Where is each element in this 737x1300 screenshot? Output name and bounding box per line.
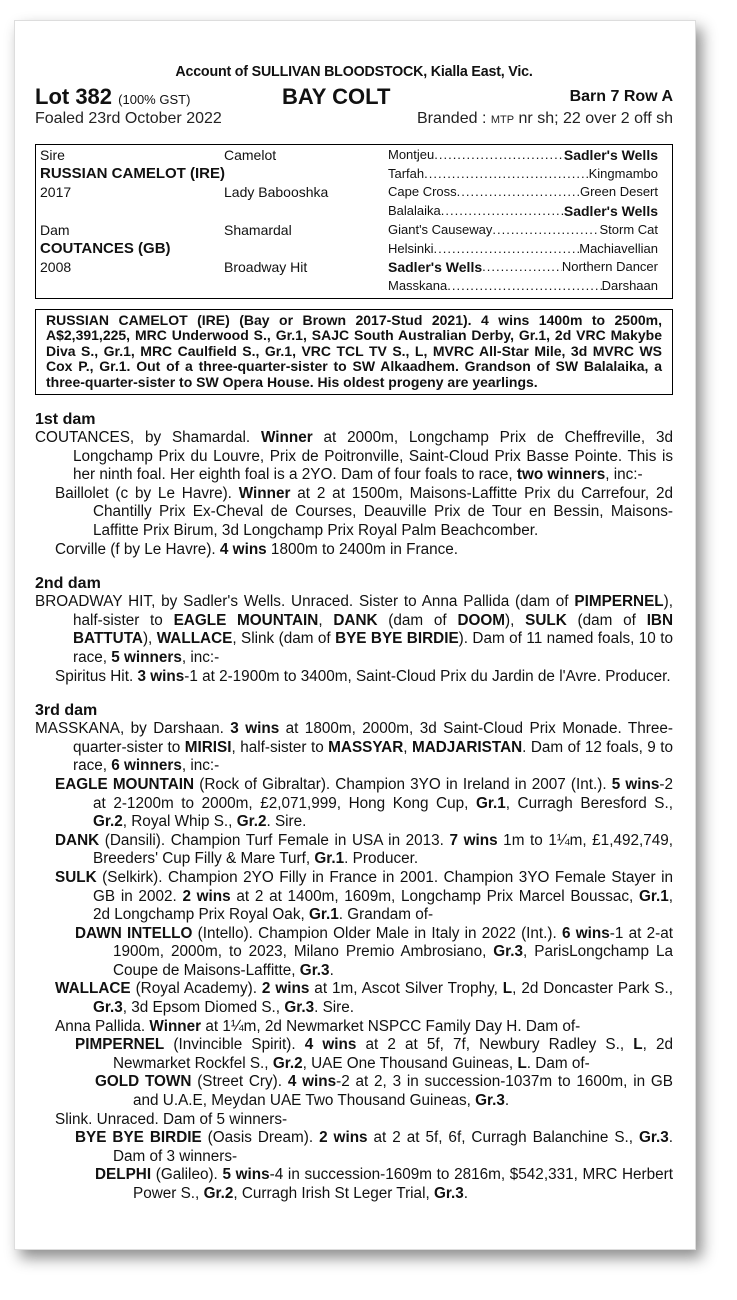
colour-sex: BAY COLT	[282, 84, 391, 109]
grandparent-sire: Balalaika	[388, 203, 441, 219]
sire-sire: Camelot	[224, 147, 277, 163]
brand-marks: nr sh; 22 over 2 off sh	[518, 110, 673, 127]
grandparent-row	[388, 166, 658, 181]
gst-note: (100% GST)	[118, 92, 191, 107]
progeny-entry: WALLACE (Royal Academy). 2 wins at 1m, Ascot Silver Trophy, L, 2d Doncaster Park S., Gr.3, 3d Epsom Diomed S., Gr.3. Sire.	[55, 980, 674, 1017]
dam-year: 2008	[40, 259, 72, 275]
leader-dots	[482, 259, 562, 275]
grandparent-sire: Giant's Causeway	[388, 221, 493, 237]
progeny-entry: Corville (f by Le Havre). 4 wins 1800m to 2400m in France.	[55, 540, 459, 558]
grandparent-dam-sire: Sadler's Wells	[563, 203, 658, 220]
leader-dots	[441, 203, 564, 219]
dam-entry: COUTANCES, by Shamardal. Winner at 2000m, Longchamp Prix de Cheffreville, 3d Longchamp Prix du Louvre, Prix de Poitronville, Saint-Cloud Prix Basse Pointe. This is her ninth foal. Her eighth foal is a 2YO. Dam of four foals to race, two winners, inc:-	[35, 429, 673, 484]
section-heading: 2nd dam	[35, 575, 101, 593]
foal-row	[35, 110, 673, 132]
lot-label: Lot 382	[35, 84, 113, 109]
progeny-entry: EAGLE MOUNTAIN (Rock of Gibraltar). Champion 3YO in Ireland in 2007 (Int.). 5 wins-2 at 2-1200m to 2000m, £2,071,999, Hong Kong Cup, Gr.1, Curragh Beresford S., Gr.2, Royal Whip S., Gr.2. Sire.	[55, 775, 673, 831]
grandparent-dam-sire: Machiavellian	[579, 240, 658, 256]
dam-name: COUTANCES (GB)	[40, 240, 171, 257]
grandparent-sire: Montjeu	[388, 147, 435, 162]
dam-sire: Shamardal	[224, 222, 292, 238]
branded-label: Branded :	[417, 110, 487, 127]
section-heading: 1st dam	[35, 411, 96, 429]
grandparent-dam-sire: Kingmambo	[588, 165, 658, 181]
section-heading: 3rd dam	[35, 702, 98, 720]
grandparent-sire: Helsinki	[388, 240, 434, 256]
grandparent-row	[388, 184, 658, 199]
progeny-entry: Anna Pallida. Winner at 1¼m, 2d Newmarket NSPCC Family Day H. Dam of-	[55, 1017, 581, 1035]
second-dam-section	[35, 575, 673, 686]
progeny-entry: DAWN INTELLO (Intello). Champion Older Male in Italy in 2022 (Int.). 6 wins-1 at 2-at 1900m, 2000m, to 2023, Milano Premio Ambrosiano, Gr.3, ParisLongchamp La Coupe de Maisons-Laffitte, Gr.3.	[75, 924, 674, 979]
dam-label: Dam	[40, 222, 70, 238]
grandparent-sire: Sadler's Wells	[388, 259, 483, 276]
progeny-entry: Slink. Unraced. Dam of 5 winners-	[55, 1110, 288, 1128]
dam-entry: MASSKANA, by Darshaan. 3 wins at 1800m, 2000m, 3d Saint-Cloud Prix Monade. Three-quarter-sister to MIRISI, half-sister to MASSYAR, MADJARISTAN. Dam of 12 foals, 9 to race, 6 winners, inc:-	[35, 720, 673, 775]
progeny-entry: Baillolet (c by Le Havre). Winner at 2 at 1500m, Maisons-Laffitte Prix du Carrefour, 2d Chantilly Prix Ex-Cheval de Courses, Deauville Prix de Tour en Bessin, Maisons-Laffitte Prix Birum, 3d Longchamp Prix Royal Palm Beachcomber.	[55, 484, 673, 539]
sire-label: Sire	[40, 147, 65, 163]
grandparent-row	[388, 241, 658, 256]
progeny-entry: DANK (Dansili). Champion Turf Female in USA in 2013. 7 wins 1m to 1¼m, £1,492,749, Breeders' Cup Filly & Mare Turf, Gr.1. Producer.	[55, 831, 673, 868]
grandparent-dam-sire: Green Desert	[579, 184, 658, 200]
lot-number	[35, 84, 190, 110]
grandparent-dam-sire: Storm Cat	[599, 221, 658, 237]
grandparent-dam-sire: Sadler's Wells	[563, 147, 658, 163]
leader-dots	[424, 166, 588, 181]
grandparent-sire: Tarfah	[388, 165, 425, 181]
sire-name: RUSSIAN CAMELOT (IRE)	[40, 165, 225, 182]
progeny-entry: GOLD TOWN (Street Cry). 4 wins-2 at 2, 3 in succession-1037m to 1600m, in GB and U.A.E, Meydan UAE Two Thousand Guineas, Gr.3.	[95, 1073, 673, 1110]
dam-entry: BROADWAY HIT, by Sadler's Wells. Unraced. Sister to Anna Pallida (dam of PIMPERNEL), half-sister to EAGLE MOUNTAIN, DANK (dam of DOOM), SULK (dam of IBN BATTUTA), WALLACE, Slink (dam of BYE BYE BIRDIE). Dam of 11 named foals, 10 to race, 5 winners, inc:-	[35, 593, 674, 666]
grandparent-row	[388, 259, 658, 275]
progeny-entry: SULK (Selkirk). Champion 2YO Filly in France in 2001. Champion 3YO Female Stayer in GB in 2002. 2 wins at 2 at 1400m, 1609m, Longchamp Prix Marcel Boussac, Gr.1, 2d Longchamp Prix Royal Oak, Gr.1. Grandam of-	[55, 868, 674, 924]
sire-summary: RUSSIAN CAMELOT (IRE) (Bay or Brown 2017-Stud 2021). 4 wins 1400m to 2500m, A$2,391,225, MRC Underwood S., Gr.1, SAJC South Australian Derby, Gr.1, 2d VRC Makybe Diva S., Gr.1, MRC Caulfield S., Gr.1, VRC TCL TV S., L, MVRC All-Star Mile, 3d MVRC WS Cox P., Gr.1. Out of a three-quarter-sister to SW Alkaadhem. Grandson of SW Balalaika, a three-quarter-sister to SW Opera House. His oldest progeny are yearlings.	[35, 309, 673, 395]
catalogue-page	[14, 20, 696, 1250]
sire-year: 2017	[40, 184, 72, 200]
leader-dots	[434, 147, 564, 163]
grandparent-row	[388, 278, 658, 293]
pedigree-table	[35, 144, 673, 299]
leader-dots	[447, 278, 601, 293]
page-content	[35, 63, 673, 1204]
foaled-date: Foaled 23rd October 2022	[35, 110, 222, 127]
grandparent-row	[388, 222, 658, 237]
lot-row	[35, 84, 673, 110]
grandparent-row	[388, 203, 658, 219]
grandparent-sire: Masskana	[388, 277, 448, 293]
progeny-entry: DELPHI (Galileo). 5 wins-4 in succession-1609m to 2816m, $542,331, MRC Herbert Power S., Gr.2, Curragh Irish St Leger Trial, Gr.3.	[95, 1166, 674, 1202]
dam-dam: Broadway Hit	[224, 259, 308, 275]
barn-location: Barn 7 Row A	[569, 88, 673, 105]
third-dam-section	[35, 702, 673, 1203]
leader-dots	[492, 222, 599, 237]
grandparent-dam-sire: Northern Dancer	[561, 259, 658, 275]
progeny-entry: PIMPERNEL (Invincible Spirit). 4 wins at 2 at 5f, 7f, Newbury Radley S., L, 2d Newmarket Rockfel S., Gr.2, UAE One Thousand Guineas, L. Dam of-	[75, 1036, 673, 1072]
brand-mtp: MTP	[490, 114, 515, 126]
grandparent-sire: Cape Cross	[388, 184, 457, 200]
first-dam-section	[35, 411, 673, 559]
progeny-entry: BYE BYE BIRDIE (Oasis Dream). 2 wins at 2 at 5f, 6f, Curragh Balanchine S., Gr.3. Dam of 3 winners-	[75, 1129, 674, 1165]
vendor-account: Account of SULLIVAN BLOODSTOCK, Kialla East, Vic.	[175, 63, 533, 80]
grandparent-row	[388, 147, 658, 163]
progeny-entry: Spiritus Hit. 3 wins-1 at 2-1900m to 3400m, Saint-Cloud Prix du Jardin de l'Avre. Producer.	[55, 667, 671, 685]
brand-info	[417, 110, 673, 128]
sire-dam: Lady Babooshka	[224, 184, 329, 200]
leader-dots	[434, 241, 580, 256]
leader-dots	[457, 184, 580, 199]
grandparent-dam-sire: Darshaan	[601, 277, 658, 293]
